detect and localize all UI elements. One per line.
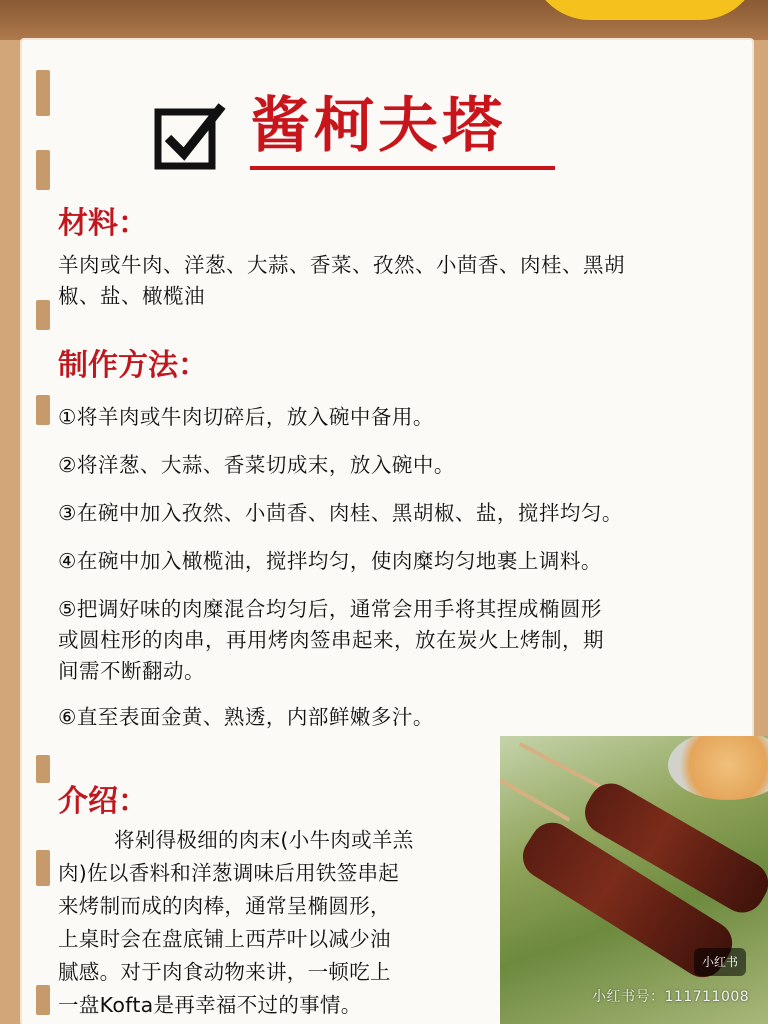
checkbox-checked-icon [154, 98, 226, 170]
binding-tab [36, 70, 50, 116]
binding-tab [36, 300, 50, 330]
binding-tab [36, 755, 50, 783]
method-step-1 [58, 402, 738, 433]
intro-text [58, 824, 498, 1022]
step-line: ③在碗中加入孜然、小茴香、肉桂、黑胡椒、盐，搅拌均匀。 [58, 501, 623, 525]
intro-line: 肉)佐以香料和洋葱调味后用铁签串起 [58, 861, 400, 885]
intro-line: 将剁得极细的肉末(小牛肉或羊羔 [114, 828, 414, 852]
user-id-watermark: 小红书号：111711008 [592, 989, 750, 1005]
skewer-stick [500, 778, 570, 821]
materials-text [58, 250, 738, 312]
intro-line: 来烤制而成的肉棒，通常呈椭圆形， [58, 894, 391, 918]
xiaohongshu-badge: 小红书 [694, 948, 746, 976]
kraft-strip-left [0, 40, 22, 1024]
step-line: ④在碗中加入橄榄油，搅拌均匀，使肉糜均匀地裹上调料。 [58, 549, 602, 573]
intro-line: 一盘Kofta是再幸福不过的事情。 [58, 993, 362, 1017]
materials-line: 椒、盐、橄榄油 [58, 284, 205, 308]
method-step-4 [58, 546, 738, 577]
step-line: 间需不断翻动。 [58, 659, 205, 683]
method-step-3 [58, 498, 738, 529]
method-step-6 [58, 702, 738, 733]
binding-tab [36, 850, 50, 886]
step-line: ①将羊肉或牛肉切碎后，放入碗中备用。 [58, 405, 434, 429]
method-step-5 [58, 594, 738, 687]
intro-line: 上桌时会在盘底铺上西芹叶以减少油 [58, 927, 391, 951]
method-heading: 制作方法： [58, 348, 208, 383]
title-underline [250, 166, 555, 170]
page-title: 酱柯夫塔 [250, 91, 506, 161]
intro-heading: 介绍： [58, 784, 148, 819]
intro-line: 腻感。对于肉食动物来讲，一顿吃上 [58, 960, 391, 984]
method-step-2 [58, 450, 738, 481]
materials-line: 羊肉或牛肉、洋葱、大蒜、香菜、孜然、小茴香、肉桂、黑胡 [58, 253, 625, 277]
step-line: ②将洋葱、大蒜、香菜切成末，放入碗中。 [58, 453, 455, 477]
step-line: 或圆柱形的肉串，再用烤肉签串起来，放在炭火上烤制，期 [58, 628, 604, 652]
binding-tab [36, 985, 50, 1015]
binding-tab [36, 395, 50, 425]
binding-tab [36, 150, 50, 190]
title-row [150, 88, 570, 178]
materials-heading: 材料： [58, 206, 148, 241]
step-line: ⑤把调好味的肉糜混合均匀后，通常会用手将其捏成椭圆形 [58, 597, 602, 621]
dip-bowl [668, 736, 768, 800]
kofta-photo [500, 736, 768, 1024]
step-line: ⑥直至表面金黄、熟透，内部鲜嫩多汁。 [58, 705, 434, 729]
